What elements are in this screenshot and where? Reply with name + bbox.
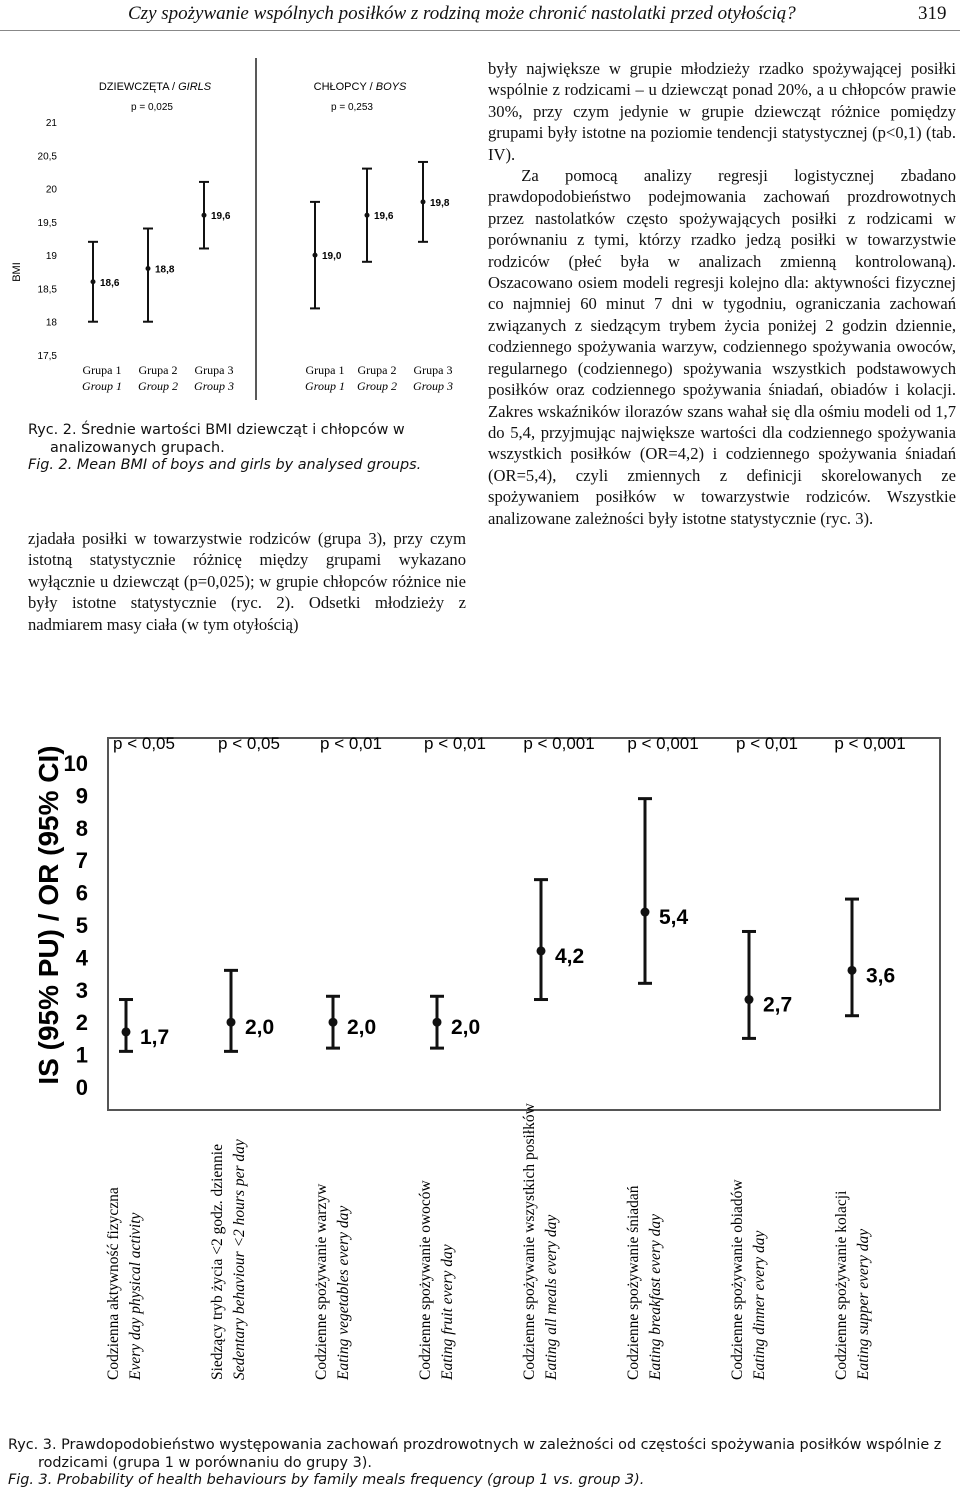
girls-mean-label: 18,6	[100, 277, 120, 289]
bmi-y-tick: 20	[45, 184, 57, 196]
bmi-y-tick: 18,5	[37, 284, 57, 296]
or-p-value: p < 0,001	[523, 734, 595, 753]
running-title: Czy spożywanie wspólnych posiłków z rodziną może chronić nastolatki przed otyłością?	[128, 3, 796, 24]
girls-group-label: Grupa 1	[82, 363, 122, 377]
bmi-y-tick-labels	[38, 118, 58, 362]
fig3-caption	[8, 1437, 956, 1490]
boys-group-label-en: Group 2	[357, 379, 397, 393]
or-p-value: p < 0,001	[834, 734, 906, 753]
boys-mean-point	[313, 253, 318, 258]
or-y-tick: 2	[75, 1010, 88, 1036]
or-point	[227, 1018, 236, 1027]
boys-mean-point	[421, 199, 426, 204]
or-category-label: Codzienne spożywanie warzyw Eating vegetables every day	[313, 1183, 352, 1380]
or-p-value: p < 0,05	[218, 734, 280, 753]
or-y-tick: 1	[75, 1042, 88, 1068]
bmi-y-tick: 17,5	[37, 351, 57, 362]
or-category-label: Codzienna aktywność fizyczna Every day physical activity	[105, 1187, 144, 1380]
or-value-label: 4,2	[555, 944, 585, 968]
or-point	[745, 995, 754, 1004]
or-value-label: 5,4	[659, 906, 689, 930]
or-category-labels	[105, 1102, 872, 1381]
boys-group-label: Grupa 3	[413, 363, 453, 377]
or-point	[537, 946, 546, 955]
boys-panel-title: CHŁOPCY / BOYS	[313, 81, 407, 93]
or-category-label: Siedzący tryb życia <2 godz. dziennie Sedentary behaviour <2 hours per day	[209, 1139, 248, 1380]
fig3-caption-pl: Ryc. 3. Prawdopodobieństwo występowania zachowań prozdrowotnych w zależności od częstości spożywania posiłków wspólnie z rodzicami (grupa 1 w porównaniu do grupy 3).	[8, 1437, 942, 1471]
girls-p-value: p = 0,025	[131, 102, 173, 113]
right-column-text	[488, 58, 956, 529]
or-point	[433, 1018, 442, 1027]
or-value-label: 3,6	[866, 964, 896, 988]
bmi-y-axis-label: BMI	[11, 262, 23, 282]
or-category-label: Codzienne spożywanie owoców Eating fruit every day	[417, 1180, 456, 1380]
left-column-text	[28, 528, 466, 635]
bmi-y-tick: 21	[45, 118, 57, 129]
or-p-values	[113, 734, 906, 753]
or-category-label: Codzienne spożywanie kolacji Eating supper every day	[833, 1190, 872, 1380]
or-p-value: p < 0,001	[627, 734, 699, 753]
right-paragraph-2: Za pomocą analizy regresji logistycznej zbadano prawdopodobieństwo podejmowania zachowań prozdrowotnych przez nastolatków często spożywających posiłki z rodzicami w porównaniu z tymi, którzy rzadko jedzą posiłki w towarzystwie rodziców (płeć była w analizach zmienną kontrolowaną). Oszacowano osiem modeli regresji kolejno dla: aktywności fizycznej co najmniej 60 minut 7 dni w tygodniu, ograniczania zachowań związanych z siedzącym trybem życia poniżej 2 godzin dziennie, codziennego spożywania warzyw, codziennego spożywania owoców, regularnego (codziennego) spożywania wszystkich podstawowych posiłków oraz codziennego spożywania śniadań, obiadów i kolacji. Zakres wskaźników ilorazów szans wahał się dla ośmiu modeli od 1,7 do 5,4, przyjmując największe wartości dla codziennego spożywania wszystkich posiłków (OR=4,2) i codziennego spożywania śniadań (OR=5,4), czyli zmiennych z definicji skorelowanych ze spożywaniem posiłków w towarzystwie rodziców. Wszystkie analizowane zależności były istotne statystycznie (ryc. 3).	[488, 166, 956, 528]
or-y-axis-label: IS (95% PU) / OR (95% CI)	[33, 745, 64, 1085]
page-number: 319	[918, 3, 947, 24]
or-category-label: Codzienne spożywanie wszystkich posiłków Eating all meals every day	[521, 1103, 560, 1380]
bmi-y-tick: 18	[45, 317, 57, 329]
girls-mean-point	[202, 213, 207, 218]
or-point	[122, 1027, 131, 1036]
boys-group-label: Grupa 2	[357, 363, 397, 377]
boys-group-label-en: Group 3	[413, 379, 453, 393]
bmi-y-tick: 19	[45, 251, 57, 263]
or-y-tick: 8	[75, 815, 88, 841]
or-p-value: p < 0,05	[113, 734, 175, 753]
boys-mean-label: 19,0	[322, 251, 342, 263]
fig3-caption-en: Fig. 3. Probability of health behaviours by family meals frequency (group 1 vs. group 3).	[8, 1472, 645, 1488]
right-paragraph-1: były największe w grupie młodzieży rzadko spożywającej posiłki wspólnie z rodzicami – u dziewcząt ponad 20%, a u chłopców prawie 30%, przy czym jedynie w grupie dziewcząt różnice pomiędzy grupami były istotne na poziomie tendencji statystycznej (p<0,1) (tab. IV).	[488, 59, 956, 164]
or-point	[641, 908, 650, 917]
or-p-value: p < 0,01	[320, 734, 382, 753]
or-category-label: Codzienne spożywanie obiadów Eating dinner every day	[729, 1179, 768, 1380]
or-value-label: 2,0	[451, 1016, 481, 1040]
or-plot-frame	[108, 738, 940, 1110]
girls-mean-point	[146, 266, 151, 271]
girls-group-label: Grupa 2	[138, 363, 178, 377]
boys-mean-point	[365, 213, 370, 218]
or-p-value: p < 0,01	[736, 734, 798, 753]
girls-mean-point	[91, 279, 96, 284]
fig2-caption	[28, 422, 468, 475]
or-p-value: p < 0,01	[424, 734, 486, 753]
or-y-tick: 7	[75, 848, 88, 874]
girls-panel-title: DZIEWCZĘTA / GIRLS	[98, 81, 212, 93]
bmi-group-labels	[82, 363, 453, 393]
girls-group-label-en: Group 2	[138, 379, 178, 393]
girls-mean-label: 18,8	[155, 264, 175, 276]
or-y-tick: 3	[75, 977, 88, 1003]
or-value-label: 1,7	[140, 1025, 170, 1049]
boys-mean-label: 19,8	[430, 197, 450, 209]
or-category-label: Codzienne spożywanie śniadań Eating breakfast every day	[625, 1185, 664, 1380]
odds-ratio-chart	[0, 720, 960, 1430]
boys-p-value: p = 0,253	[331, 102, 373, 113]
or-y-tick: 0	[75, 1075, 88, 1100]
or-y-tick: 10	[63, 751, 88, 776]
or-y-tick: 4	[75, 945, 88, 971]
or-y-tick: 6	[75, 880, 88, 906]
boys-group-label-en: Group 1	[305, 379, 345, 393]
or-error-bars	[119, 799, 895, 1052]
bmi-chart	[0, 50, 480, 410]
or-value-label: 2,0	[347, 1016, 377, 1040]
or-point	[329, 1018, 338, 1027]
or-y-tick: 5	[75, 913, 88, 938]
fig2-caption-en: Fig. 2. Mean BMI of boys and girls by analysed groups.	[28, 457, 422, 473]
or-value-label: 2,0	[245, 1016, 275, 1040]
girls-group-label-en: Group 1	[82, 379, 122, 393]
girls-mean-label: 19,6	[211, 211, 231, 223]
or-y-tick: 9	[75, 783, 88, 809]
bmi-y-tick: 19,5	[37, 217, 57, 229]
or-point	[848, 966, 857, 975]
bmi-error-bars	[88, 162, 450, 322]
bmi-y-tick: 20,5	[37, 151, 57, 163]
left-paragraph: zjadała posiłki w towarzystwie rodziców (grupa 3), przy czym istotną statystycznie różnicę między grupami wykazano wyłącznie u dziewcząt (p=0,025); w grupie chłopców różnice nie były istotne statystycznie (ryc. 2). Odsetki młodzieży z nadmiarem masy ciała (w tym otyłością)	[28, 529, 466, 634]
fig2-caption-pl: Ryc. 2. Średnie wartości BMI dziewcząt i chłopców w analizowanych grupach.	[28, 422, 405, 456]
boys-mean-label: 19,6	[374, 211, 394, 223]
or-y-tick-labels	[64, 751, 89, 1100]
girls-group-label: Grupa 3	[194, 363, 234, 377]
or-value-label: 2,7	[763, 993, 793, 1017]
girls-group-label-en: Group 3	[194, 379, 234, 393]
boys-group-label: Grupa 1	[305, 363, 345, 377]
